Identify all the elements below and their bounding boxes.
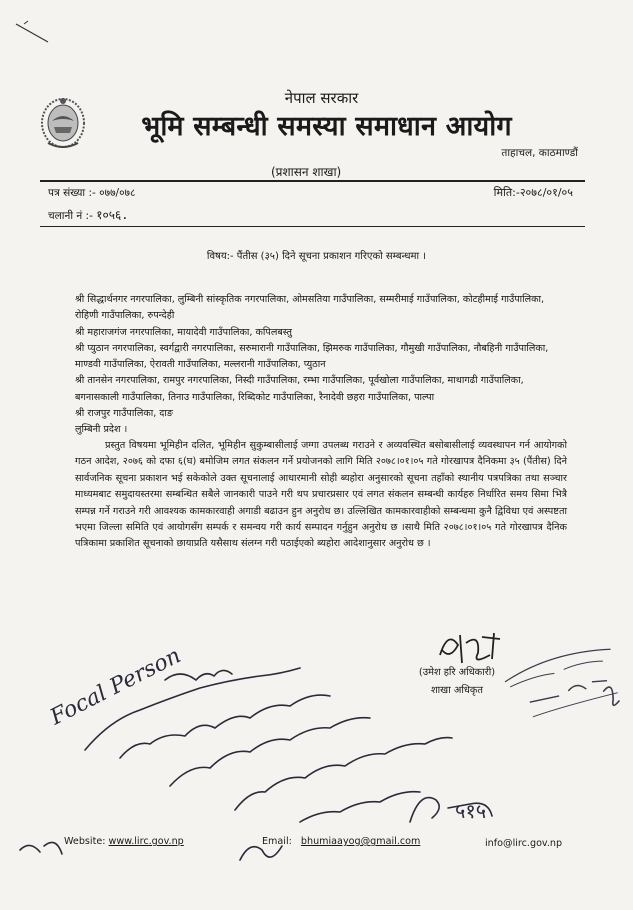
scribble-mark: [14, 16, 54, 46]
dispatch-number: [48, 206, 128, 223]
reference-divider: [40, 226, 585, 227]
signatory-name: (उमेश हरि अधिकारी): [418, 667, 496, 678]
letter-number: पत्र संख्या :- ०७७/०७८: [48, 187, 136, 199]
footer-email: [262, 836, 420, 847]
office-address: ताहाचल, काठमाण्डौं: [501, 147, 578, 159]
dispatch-label: चलानी नं :-: [48, 210, 93, 222]
website-link[interactable]: www.lirc.gov.np: [108, 836, 184, 847]
email-link[interactable]: bhumiaayog@gmail.com: [300, 836, 421, 847]
body-paragraph: प्रस्तुत विषयमा भूमिहीन दलित, भूमिहीन सुकुम्बासीलाई जग्गा उपलब्ध गराउने र अव्यवस्थित बसोबासीलाई व्यवस्थापन गर्न आयोगको गठन आदेश, २०७६ को दफा ६(घ) बमोजिम लगत संकलन गर्ने प्रयोजनको लागि मिति २०७८।०१।०५ गते गोरखापत्र दैनिकमा ३५ (पैंतीस) दिने सार्वजनिक सूचना प्रकाशन भई सकेकोले उक्त सूचनालाई आधारमानी सोही ब्यहोरा अनुसारको सूचना तहाँको स्थानीय पत्रपत्रिका तथा सञ्चार माध्यमबाट समुदायस्तरमा सम्बन्धित सबैले जानकारी पाउने गरी थप प्रचारप्रसार एवं लगत संकलन सम्बन्धी कार्यहरु निर्धारित समय सिमा भित्रै सम्पन्न गर्ने गराउने गरी आवश्यक कामकारवाही अगाडी बढाउन हुन अनुरोध छ। उल्लिखित कामकारवाहीको सम्बन्धमा कुनै द्विविधा एवं अस्पष्टता भएमा जिल्ला समिति एवं आयोगसँग सम्पर्क र समन्वय गरी कार्य सम्पादन गर्नुहुन अनुरोध छ ।साथै मिति २०७८।०१।०५ गते गोरखापत्र दैनिक पत्रिकामा प्रकाशित सूचनाको छायाप्रति यसैसाथ संलग्न गरी पठाईएको ब्यहोरा आदेशानुसार अनुरोध छ ।: [75, 440, 567, 550]
recipient-palpa: श्री तानसेन नगरपालिका, रामपुर नगरपालिका, निस्दी गाउँपालिका, रम्भा गाउँपालिका, पूर्वखोला गाउँपालिका, माथागढी गाउँपालिका, बगनासकाली गाउँपालिका, तिनाउ गाउँपालिका, रिब्दिकोट गाउँपालिका, रैनादेवी छहरा गाउँपालिका, पाल्पा: [75, 375, 524, 403]
signatory-title: शाखा अधिकृत: [430, 685, 484, 696]
commission-title: भूमि सम्बन्धी समस्या समाधान आयोग: [141, 111, 512, 142]
recipient-kapilvastu: श्री महाराजगंज नगरपालिका, मायादेवी गाउँपालिका, कपिलबस्तु: [75, 326, 293, 338]
recipient-dang: श्री राजपुर गाउँपालिका, दाङ: [75, 408, 173, 420]
letter-date: मिति:-२०७८/०१/०५: [493, 186, 573, 199]
recipient-pyuthan: श्री प्युठान नगरपालिका, स्वर्गद्वारी नगरपालिका, सरुमारानी गाउँपालिका, झिमरुक गाउँपालिका, गौमुखी गाउँपालिका, नौबहिनी गाउँपालिका, माण्डवी गाउँपालिका, ऐरावती गाउँपालिका, मल्लरानी गाउँपालिका, प्युठान: [75, 342, 549, 371]
recipient-province: लुम्बिनी प्रदेश ।: [75, 424, 128, 436]
dispatch-value: १०५६.: [96, 208, 129, 222]
recipient-rupandehi: श्री सिद्धार्थनगर नगरपालिका, लुम्बिनी सांस्कृतिक नगरपालिका, ओमसतिया गाउँपालिका, सम्मरीमाई गाउँपालिका, कोटहीमाई गाउँपालिका, रोहिणी गाउँपालिका, रुपन्देही: [75, 294, 545, 322]
received-stamp-image: [498, 640, 628, 740]
footer-info-email[interactable]: info@lirc.gov.np: [485, 838, 563, 849]
focal-person-text: Focal Person: [46, 643, 185, 731]
government-name: नेपाल सरकार: [284, 89, 359, 107]
subject-line: विषय:- पैंतीस (३५) दिने सूचना प्रकाशन गरिएको सम्बन्धमा ।: [206, 251, 427, 262]
handwritten-number: ५१५: [455, 799, 487, 823]
website-label: Website:: [64, 836, 106, 847]
email-label: Email:: [262, 836, 292, 847]
header-divider: [40, 180, 585, 182]
footer-website: [64, 836, 184, 847]
branch-label: (प्रशासन शाखा): [271, 165, 342, 179]
recipient-list: [75, 292, 567, 439]
